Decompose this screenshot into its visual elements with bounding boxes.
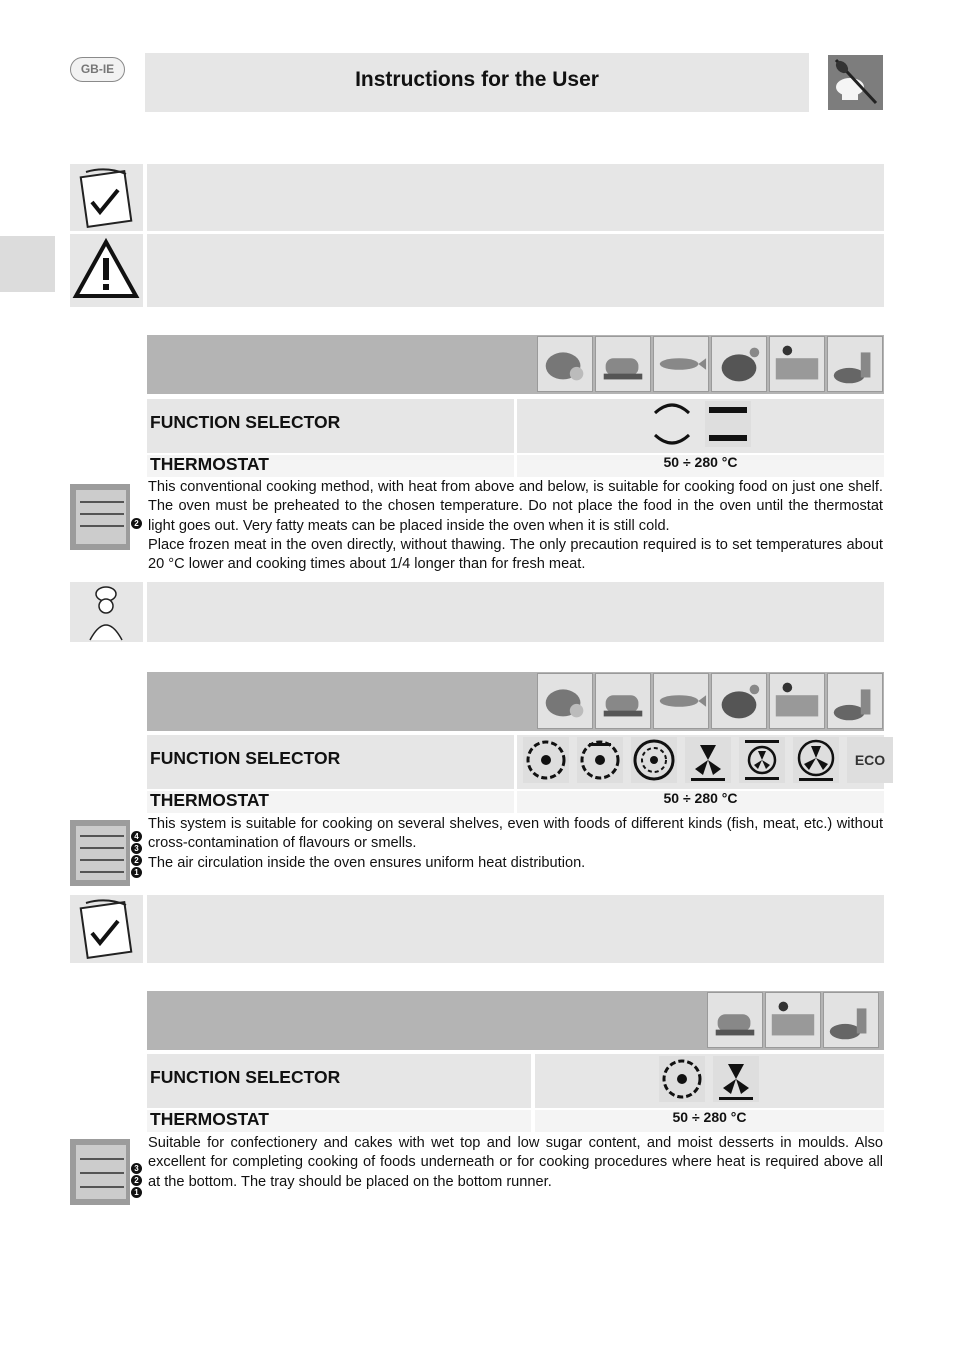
- fan-icon: [793, 737, 839, 783]
- note-box: [147, 164, 884, 231]
- vegetables-icon: [823, 992, 879, 1048]
- fan-bottom-icon: [713, 1056, 759, 1102]
- chef-note-box: [147, 582, 884, 642]
- function-selector-label: FUNCTION SELECTOR: [147, 399, 514, 453]
- fish-icon: [653, 673, 709, 729]
- fan-circular-heat-icon: [659, 1056, 705, 1102]
- thermostat-value: 50 ÷ 280 °C: [517, 791, 884, 813]
- fan-bottom-icon: [685, 737, 731, 783]
- thermostat-label: THERMOSTAT: [147, 1110, 531, 1132]
- thermostat-value: 50 ÷ 280 °C: [535, 1110, 884, 1132]
- function-selector-label: FUNCTION SELECTOR: [147, 735, 514, 789]
- shelf-level-list: [131, 831, 142, 879]
- top-bottom-element-icon: [705, 401, 751, 447]
- shelf-level: 2: [131, 855, 142, 866]
- notebook-check-icon: [70, 164, 143, 231]
- roast-meat-icon: [537, 336, 593, 392]
- notebook-check-icon: [70, 895, 143, 963]
- shelf-level: 3: [131, 1163, 142, 1174]
- shelf-level: 1: [131, 867, 142, 878]
- section-description: [148, 815, 883, 873]
- paragraph: Place frozen meat in the oven directly, without thawing. The only precaution required is to set temperatures about 20 °C lower and cooking times about 1/4 longer than for fresh meat.: [148, 536, 883, 573]
- shelf-level-list: [131, 518, 142, 530]
- oven-shelf-icon: [70, 820, 130, 886]
- thermostat-label: THERMOSTAT: [147, 791, 514, 813]
- thermostat-label: THERMOSTAT: [147, 455, 514, 477]
- function-selector-label: FUNCTION SELECTOR: [147, 1054, 531, 1108]
- vegetables-icon: [827, 336, 883, 392]
- function-selector-icons: [535, 1054, 884, 1108]
- section-description: [148, 1134, 883, 1192]
- oven-shelf-icon: [70, 484, 130, 550]
- function-selector-icons: [517, 399, 884, 453]
- warning-triangle-icon: [70, 234, 143, 307]
- bread-icon: [595, 336, 651, 392]
- paragraph: Suitable for confectionery and cakes with wet top and low sugar content, and moist desserts in moulds. Also excellent for completing cooking of foods underneath or for cooking procedures where heat is required above all at the bottom. The tray should be placed on the bottom runner.: [148, 1135, 883, 1190]
- page-title: Instructions for the User: [145, 53, 809, 112]
- chef-icon: [70, 582, 143, 642]
- shelf-level-list: [131, 1163, 142, 1199]
- vegetables-icon: [827, 673, 883, 729]
- shelf-level: 2: [131, 518, 142, 529]
- note-box: [147, 895, 884, 963]
- paragraph: The air circulation inside the oven ensures uniform heat distribution.: [148, 854, 586, 871]
- function-selector-icons: [517, 735, 884, 789]
- function-icon-row: [655, 1056, 763, 1102]
- cake-icon: [765, 992, 821, 1048]
- paragraph: This conventional cooking method, with heat from above and below, is suitable for cooking food on just one shelf. The oven must be preheated to the chosen temperature. Do not place the food in the oven until the thermostat light goes out. Very fatty meats can be placed inside the oven when it is still cold.: [148, 479, 883, 534]
- warning-box: [147, 234, 884, 307]
- thermostat-value: 50 ÷ 280 °C: [517, 455, 884, 477]
- fan-top-bottom-icon: [739, 737, 785, 783]
- top-bottom-heat-icon: [649, 401, 695, 447]
- chef-hat-spoon-icon: [828, 55, 883, 110]
- oven-shelf-icon: [70, 1139, 130, 1205]
- shelf-level: 4: [131, 831, 142, 842]
- poultry-icon: [711, 673, 767, 729]
- cake-icon: [769, 673, 825, 729]
- food-icon-strip: [707, 992, 881, 1048]
- shelf-level: 3: [131, 843, 142, 854]
- bread-icon: [707, 992, 763, 1048]
- function-icon-row: [519, 737, 897, 783]
- roast-meat-icon: [537, 673, 593, 729]
- fish-icon: [653, 336, 709, 392]
- shelf-level: 1: [131, 1187, 142, 1198]
- cake-icon: [769, 336, 825, 392]
- fan-circular-heat-icon: [631, 737, 677, 783]
- fan-circular-heat-icon: [577, 737, 623, 783]
- paragraph: This system is suitable for cooking on several shelves, even with foods of different kinds (fish, meat, etc.) without cross-contamination of flavours or smells.: [148, 816, 883, 852]
- side-tab: [0, 236, 55, 292]
- food-icon-strip: [537, 673, 885, 729]
- poultry-icon: [711, 336, 767, 392]
- section-description: [148, 478, 883, 574]
- fan-circular-heat-icon: [523, 737, 569, 783]
- shelf-level: 2: [131, 1175, 142, 1186]
- language-badge: GB-IE: [70, 57, 125, 82]
- bread-icon: [595, 673, 651, 729]
- food-icon-strip: [537, 336, 885, 392]
- eco-label: ECO: [847, 737, 893, 783]
